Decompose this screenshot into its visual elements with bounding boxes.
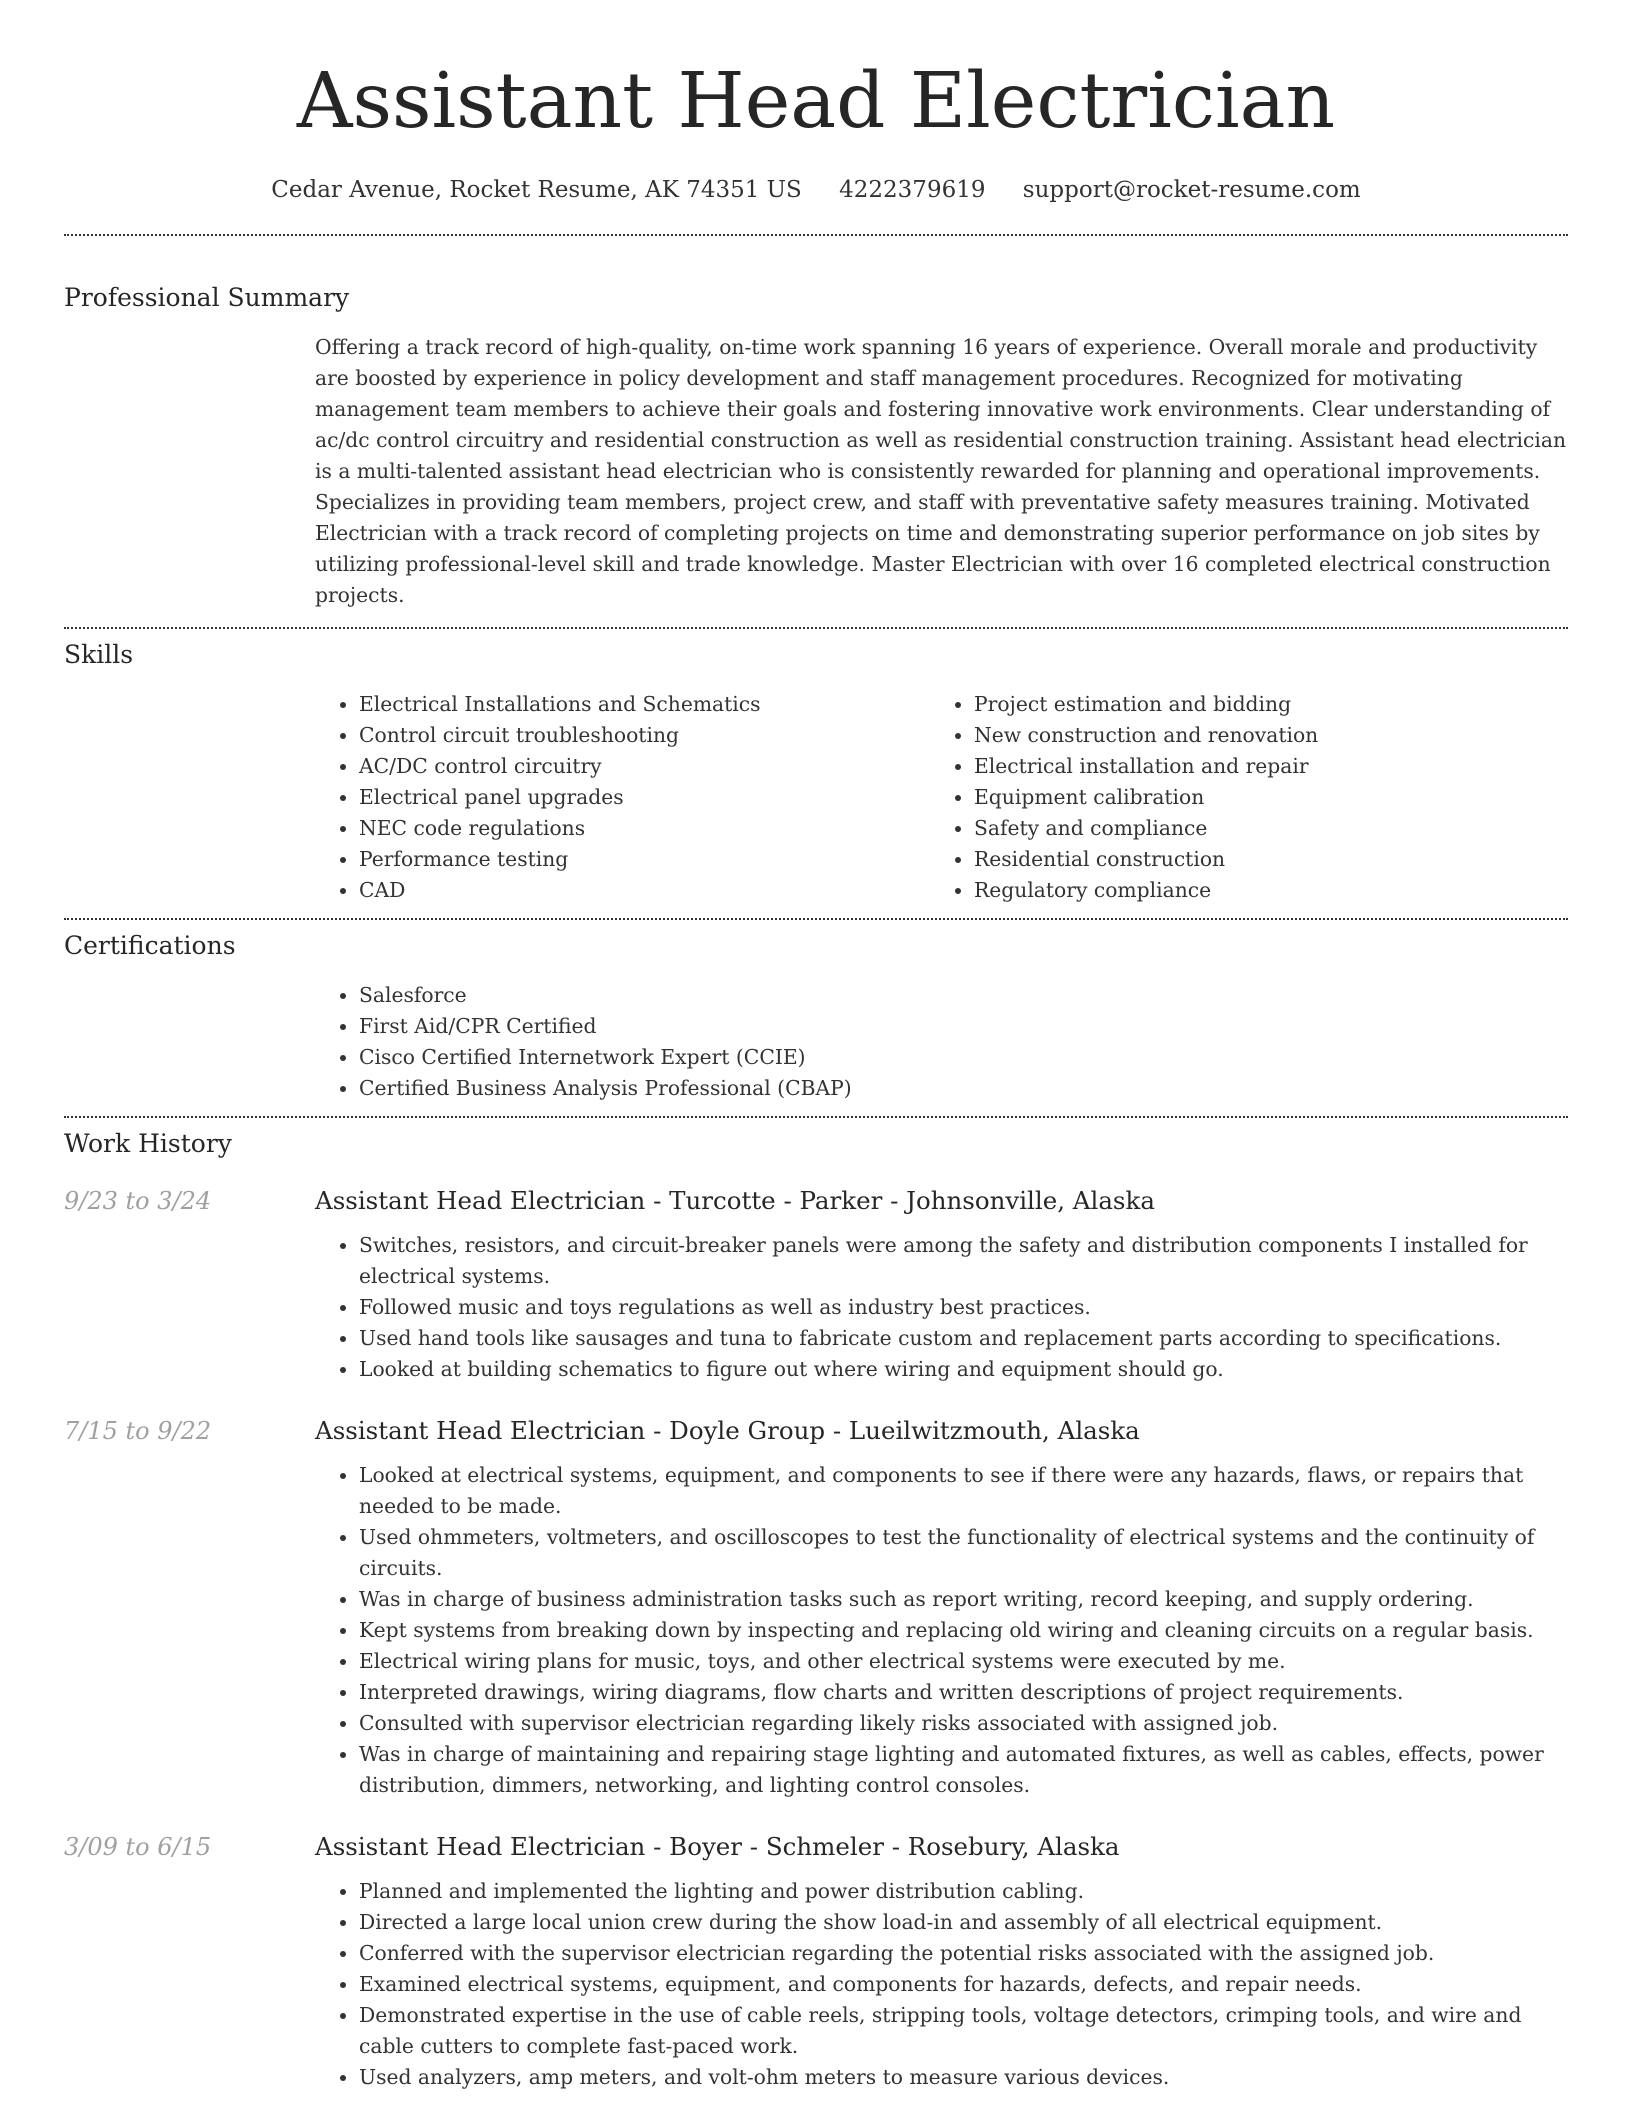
job-title: Assistant Head Electrician - Boyer - Schmeler - Rosebury, Alaska (315, 1832, 1120, 1861)
skill-item: • Electrical Installations and Schematics (359, 689, 930, 720)
job-dates: 7/15 to 9/22 (64, 1417, 212, 1445)
job-bullet: • Interpreted drawings, wiring diagrams, flow charts and written descriptions of project requirements. (359, 1677, 1568, 1708)
job-bullet: • Kept systems from breaking down by inspecting and replacing old wiring and cleaning circuits on a regular basis. (359, 1615, 1568, 1646)
certification-item: • Salesforce (359, 980, 1568, 1011)
summary-text: Offering a track record of high-quality, on-time work spanning 16 years of experience. Overall morale and productivity are boosted by experience in policy development and staff management procedures. Recognized for motivating management team members to achieve their goals and fostering innovative work environments. Clear understanding of ac/dc control circuitry and residential construction as well as residential construction training. Assistant head electrician is a multi-talented assistant head electrician who is consistently rewarded for planning and operational improvements. Specializes in providing team members, project crew, and staff with preventative safety measures training. Motivated Electrician with a track record of completing projects on time and demonstrating superior performance on job sites by utilizing professional-level skill and trade knowledge. Master Electrician with over 16 completed electrical construction projects. (315, 335, 1567, 607)
job-body (315, 1184, 1568, 1385)
skill-item: • AC/DC control circuitry (359, 751, 930, 782)
certifications-heading: Certifications (64, 931, 236, 960)
job-bullet: • Followed music and toys regulations as well as industry best practices. (359, 1292, 1568, 1323)
job-bullet: • Looked at electrical systems, equipment, and components to see if there were any hazards, flaws, or repairs that needed to be made. (359, 1460, 1568, 1522)
skills-column-left (315, 689, 930, 906)
job-bullet: • Looked at building schematics to figure out where wiring and equipment should go. (359, 1354, 1568, 1385)
work-history-section (64, 1118, 1568, 2093)
contact-line (64, 174, 1568, 206)
skill-item: • Regulatory compliance (974, 875, 1545, 906)
job-entry (64, 1414, 1568, 1801)
job-bullet: • Used analyzers, amp meters, and volt-ohm meters to measure various devices. (359, 2062, 1568, 2093)
contact-email: support@rocket-resume.com (1022, 177, 1361, 203)
skill-item: • Electrical panel upgrades (359, 782, 930, 813)
job-entry (64, 1184, 1568, 1385)
contact-phone: 4222379619 (839, 177, 986, 203)
job-title: Assistant Head Electrician - Doyle Group - Lueilwitzmouth, Alaska (315, 1416, 1140, 1445)
skill-item: • Performance testing (359, 844, 930, 875)
job-bullet: • Used hand tools like sausages and tuna to fabricate custom and replacement parts according to specifications. (359, 1323, 1568, 1354)
skill-item: • Residential construction (974, 844, 1545, 875)
certifications-list (315, 980, 1568, 1104)
certification-item: • Certified Business Analysis Professional (CBAP) (359, 1073, 1568, 1104)
skill-item: • Safety and compliance (974, 813, 1545, 844)
certification-item: • Cisco Certified Internetwork Expert (CCIE) (359, 1042, 1568, 1073)
skill-item: • New construction and renovation (974, 720, 1545, 751)
skill-item: • Electrical installation and repair (974, 751, 1545, 782)
job-body (315, 1414, 1568, 1801)
skills-grid (315, 689, 1568, 906)
skill-item: • Project estimation and bidding (974, 689, 1545, 720)
job-bullet: • Examined electrical systems, equipment, and components for hazards, defects, and repair needs. (359, 1969, 1568, 2000)
certification-item: • First Aid/CPR Certified (359, 1011, 1568, 1042)
job-bullet: • Conferred with the supervisor electrician regarding the potential risks associated with the assigned job. (359, 1938, 1568, 1969)
job-bullet: • Switches, resistors, and circuit-breaker panels were among the safety and distribution components I installed for electrical systems. (359, 1230, 1568, 1292)
job-bullet: • Demonstrated expertise in the use of cable reels, stripping tools, voltage detectors, crimping tools, and wire and cable cutters to complete fast-paced work. (359, 2000, 1568, 2062)
job-bullet: • Used ohmmeters, voltmeters, and oscilloscopes to test the functionality of electrical systems and the continuity of circuits. (359, 1522, 1568, 1584)
job-body (315, 1830, 1568, 2093)
job-dates: 9/23 to 3/24 (64, 1187, 212, 1215)
job-title: Assistant Head Electrician - Turcotte - Parker - Johnsonville, Alaska (315, 1186, 1155, 1215)
skill-item: • CAD (359, 875, 930, 906)
summary-heading: Professional Summary (64, 283, 350, 312)
candidate-name: Assistant Head Electrician (296, 57, 1336, 146)
job-dates: 3/09 to 6/15 (64, 1833, 212, 1861)
skill-item: • Equipment calibration (974, 782, 1545, 813)
skills-section (64, 629, 1568, 906)
skill-item: • Control circuit troubleshooting (359, 720, 930, 751)
job-bullet: • Planned and implemented the lighting and power distribution cabling. (359, 1876, 1568, 1907)
contact-address: Cedar Avenue, Rocket Resume, AK 74351 US (271, 177, 802, 203)
job-entry (64, 1830, 1568, 2093)
certifications-section (64, 920, 1568, 1104)
job-bullet: • Consulted with supervisor electrician regarding likely risks associated with assigned job. (359, 1708, 1568, 1739)
job-bullet: • Directed a large local union crew during the show load-in and assembly of all electrical equipment. (359, 1907, 1568, 1938)
work-history-heading: Work History (64, 1129, 232, 1158)
summary-section (64, 236, 1568, 611)
skills-heading: Skills (64, 640, 134, 669)
job-bullet: • Electrical wiring plans for music, toys, and other electrical systems were executed by me. (359, 1646, 1568, 1677)
job-bullet: • Was in charge of business administration tasks such as report writing, record keeping, and supply ordering. (359, 1584, 1568, 1615)
skill-item: • NEC code regulations (359, 813, 930, 844)
skills-column-right (930, 689, 1545, 906)
job-bullet: • Was in charge of maintaining and repairing stage lighting and automated fixtures, as well as cables, effects, power distribution, dimmers, networking, and lighting control consoles. (359, 1739, 1568, 1801)
